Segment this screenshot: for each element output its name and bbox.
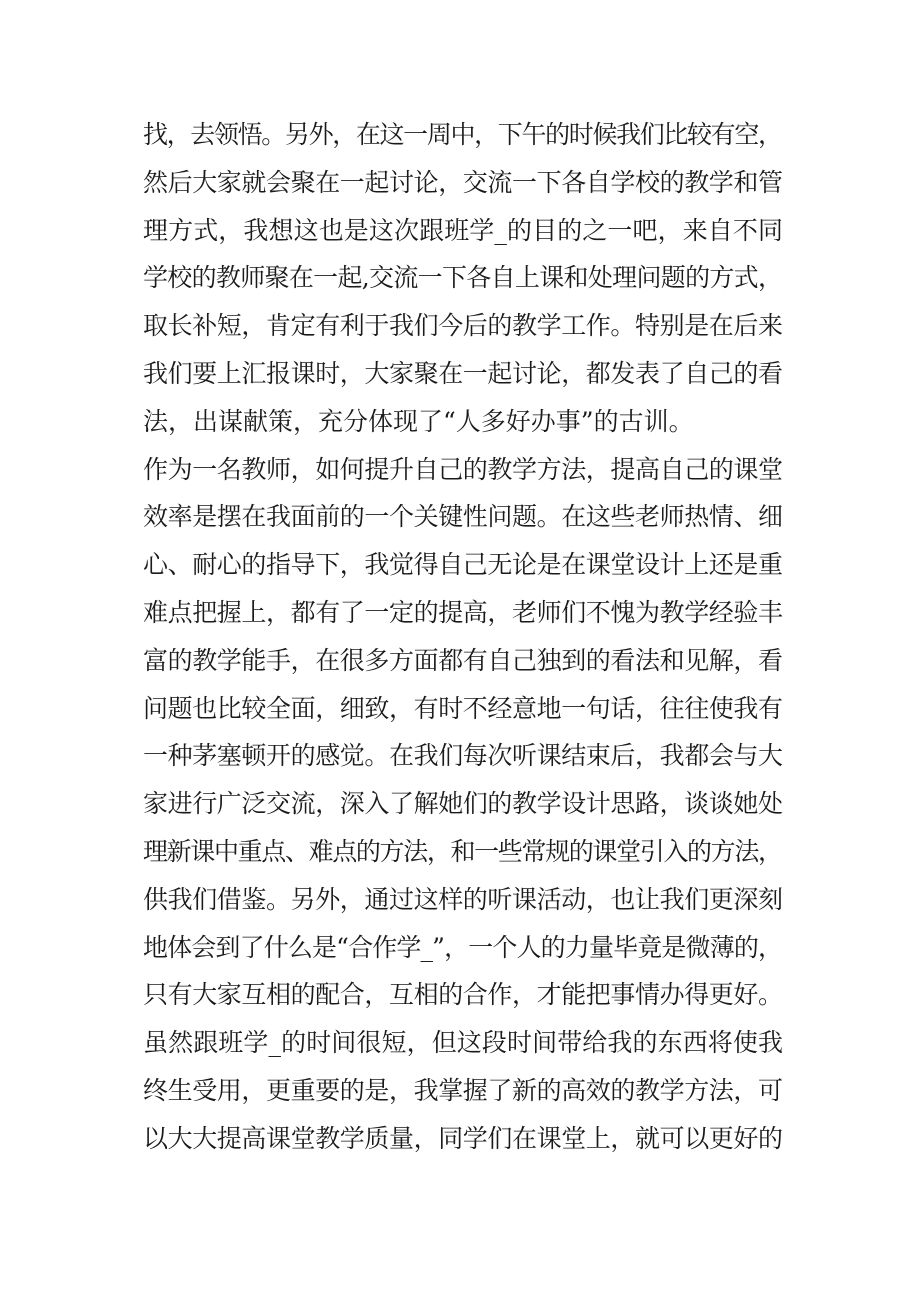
body-text [143,111,783,1163]
text-line: 难点把握上，都有了一定的提高，老师们不愧为教学经验丰 [143,597,783,627]
text-line: 理方式，我想这也是这次跟班学_的目的之一吧，来自不同 [143,215,784,245]
text-line: 我们要上汇报课时，大家聚在一起讨论，都发表了自己的看 [143,358,783,388]
text-line: 找，去领悟。另外，在这一周中，下午的时候我们比较有空， [143,120,782,149]
text-line: 学校的教师聚在一起,交流一下各自上课和处理问题的方式， [143,263,783,293]
text-line: 终生受用，更重要的是，我掌握了新的高效的教学方法，可 [143,1075,783,1105]
text-line: 取长补短，肯定有利于我们今后的教学工作。特别是在后来 [143,311,783,341]
text-line: 虽然跟班学_的时间很短，但这段时间带给我的东西将使我 [143,1028,784,1058]
text-line: 供我们借鉴。另外，通过这样的听课活动，也让我们更深刻 [143,884,783,914]
text-line: 法，出谋献策，充分体现了“人多好办事”的古训。 [143,406,694,436]
text-line: 心、耐心的指导下，我觉得自己无论是在课堂设计上还是重 [143,550,783,580]
text-line: 效率是摆在我面前的一个关键性问题。在这些老师热情、细 [143,502,783,532]
text-line: 地体会到了什么是“合作学_”，一个人的力量毕竟是微薄的， [143,932,783,962]
text-line: 问题也比较全面，细致，有时不经意地一句话，往往使我有 [143,693,783,723]
text-line: 以大大提高课堂教学质量，同学们在课堂上，就可以更好的 [143,1123,783,1153]
text-line: 只有大家互相的配合，互相的合作，才能把事情办得更好。 [143,980,783,1010]
text-line: 理新课中重点、难点的方法，和一些常规的课堂引入的方法， [143,836,782,866]
text-line: 家进行广泛交流，深入了解她们的教学设计思路，谈谈她处 [143,789,783,819]
text-line: 然后大家就会聚在一起讨论，交流一下各自学校的教学和管 [143,167,783,197]
text-line: 作为一名教师，如何提升自己的教学方法，提高自己的课堂 [143,454,783,484]
text-line: 富的教学能手，在很多方面都有自己独到的看法和见解，看 [143,645,783,675]
text-line: 一种茅塞顿开的感觉。在我们每次听课结束后，我都会与大 [143,741,783,771]
